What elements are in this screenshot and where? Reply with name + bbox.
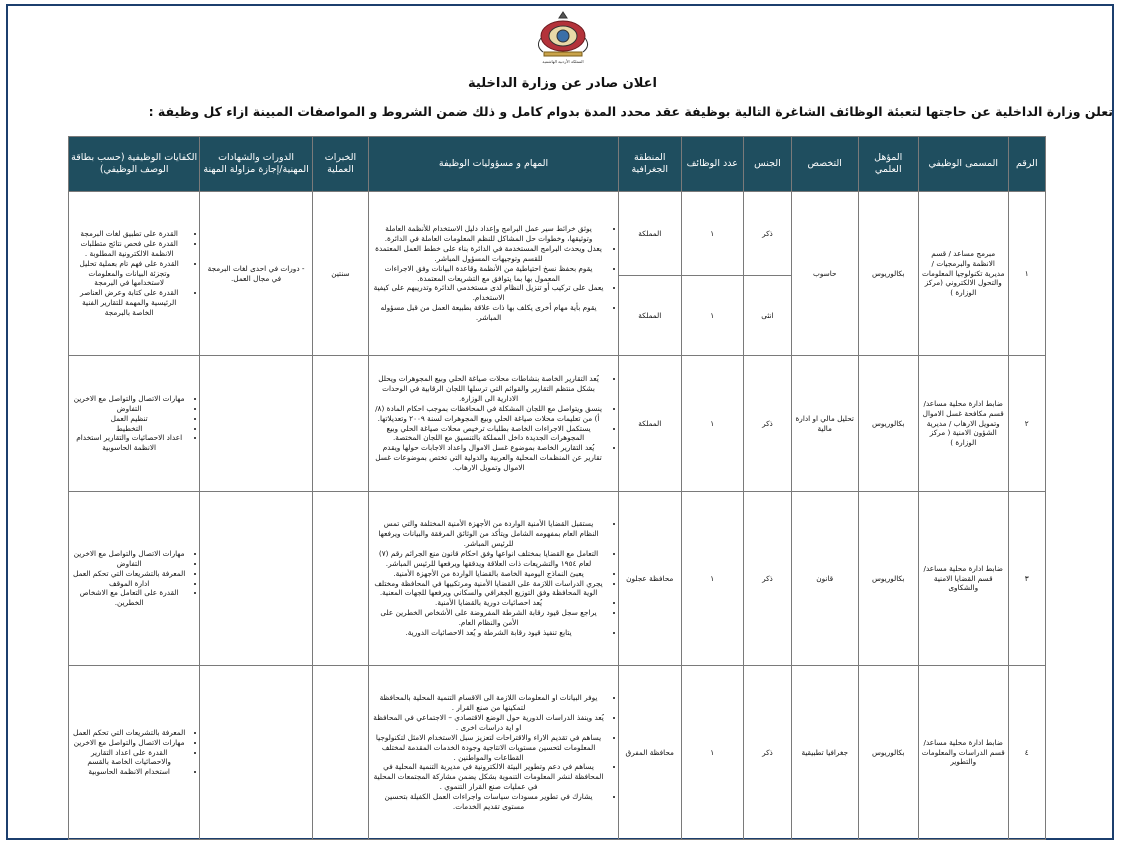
list-item: • القدرة على كتابة وعرض العناصر الرئيسية والمهمة للتقارير الفنية الخاصة بالبرمجة — [73, 288, 185, 318]
header-job-title: المسمى الوظيفي — [918, 137, 1008, 192]
list-item: • اعداد الاحصائيات والتقارير استخدام الانظمة الحاسوبية — [73, 433, 185, 453]
header-vacancies: عدد الوظائف — [681, 137, 743, 192]
cell-gender: انثى — [743, 276, 791, 356]
list-item: • المعرفة بالتشريعات التي تحكم العمل — [73, 569, 185, 579]
header-qualification: المؤهل العلمي — [858, 137, 918, 192]
cell-tasks — [369, 192, 619, 356]
cell-region: المملكة — [619, 356, 681, 492]
list-item: • استخدام الانظمة الحاسوبية — [73, 767, 185, 777]
cell-gender: ذكر — [743, 192, 791, 276]
list-item: • يستقبل القضايا الأمنية الواردة من الأجهزة الأمنية المختلفة والتي تمس النظام العام بمفهومه الشامل ويتأكد من الوثائق المرفقة والبيانات ويرفعها للرئيس المباشر. — [373, 519, 604, 549]
cell-qualification: بكالوريوس — [858, 192, 918, 356]
cell-number: ٤ — [1008, 666, 1045, 840]
list-item: • يشارك في تطوير مسودات سياسات واجراءات العمل الكفيلة بتحسين مستوى تقديم الخدمات. — [373, 792, 604, 812]
table-row — [69, 666, 1046, 840]
list-item: • مهارات الاتصال والتواصل مع الاخرين — [73, 738, 185, 748]
list-item: • القدرة على فهم تام بعملية تحليل وتجزئة البيانات والمعلومات لاستخدامها في البرمجة — [73, 259, 185, 289]
cell-vacancies: ١ — [681, 666, 743, 840]
intro-paragraph: تعلن وزارة الداخلية عن حاجتها لتعبئة الوظائف الشاغرة التالية بوظيفة عقد محدد المدة بدوام كامل و ذلك ضمن الشروط و المواصفات المبينة ازاء كل وظيفة : — [148, 104, 1113, 119]
list-item: • يتابع تنفيذ قيود رقابة الشرطة و يُعد الاحصائيات الدورية. — [373, 628, 604, 638]
header-specialization: التخصص — [791, 137, 858, 192]
cell-number: ١ — [1008, 192, 1045, 356]
cell-competencies — [69, 192, 200, 356]
list-item: • يُعد التقارير الخاصة بنشاطات محلات صياغة الحلي وبيع المجوهرات ويحلل بشكل منتظم التقارير والقوائم التي ترسلها اللجان الرقابية في الوحدات الادارية الى الوزارة. — [373, 374, 604, 404]
page-title: اعلان صادر عن وزارة الداخلية — [468, 76, 657, 91]
cell-courses — [200, 356, 312, 492]
list-item: • يُعد وينفذ الدراسات الدورية حول الوضع الاقتصادي – الاجتماعي في المحافظة او اية دراسات اخرى . — [373, 713, 604, 733]
list-item: • يراجع سجل قيود رقابة الشرطة المفروضة على الأشخاص الخطرين على الأمن والنظام العام. — [373, 608, 604, 628]
header-experience: الخبرات العملية — [312, 137, 368, 192]
cell-experience — [312, 666, 368, 840]
cell-specialization: تحليل مالي او ادارة مالية — [791, 356, 858, 492]
list-item: • يقوم بحفظ نسخ احتياطية من الأنظمة وقاعدة البيانات وفق الاجراءات المعمول بها بما يتوافق مع التشريعات المعتمدة. — [373, 264, 604, 284]
cell-gender: ذكر — [743, 356, 791, 492]
list-item: • القدرة على فحص نتائج متطلبات الانظمة الالكترونية المطلوبة . — [73, 239, 185, 259]
cell-region: محافظة عجلون — [619, 492, 681, 666]
list-item: • التفاوض — [73, 404, 185, 414]
emblem-caption: المملكة الأردنية الهاشمية — [542, 59, 584, 64]
cell-qualification: بكالوريوس — [858, 666, 918, 840]
list-item: • يُعد احصائيات دورية بالقضايا الأمنية. — [373, 598, 604, 608]
list-item: • يعمل على تركيب أو تنزيل النظام لدى مستخدمي الدائرة وتدريبهم على كيفية الاستخدام. — [373, 283, 604, 303]
cell-courses — [200, 666, 312, 840]
cell-experience — [312, 356, 368, 492]
list-item: • يعبئ النماذج اليومية الخاصة بالقضايا الواردة من الأجهزة الأمنية. — [373, 569, 604, 579]
cell-vacancies: ١ — [681, 192, 743, 276]
cell-region: المملكة — [619, 192, 681, 276]
cell-specialization: قانون — [791, 492, 858, 666]
cell-number: ٢ — [1008, 356, 1045, 492]
cell-tasks — [369, 666, 619, 840]
header-competencies: الكفايات الوظيفية (حسب بطاقة الوصف الوظيفي) — [69, 137, 200, 192]
header-gender: الجنس — [743, 137, 791, 192]
list-item: • يُعد التقارير الخاصة بموضوع غسل الاموال واعداد الاجابات حولها ويقدم تقارير عن المنظمات المحلية والعربية والدولية التي تختص بموضوعات غسل الاموال وتمويل الارهاب. — [373, 443, 604, 473]
cell-specialization: حاسوب — [791, 192, 858, 356]
cell-competencies — [69, 356, 200, 492]
list-item: • يوفر البيانات او المعلومات اللازمة الى الاقسام التنمية المحلية بالمحافظة لتمكينها من صنع القرار . — [373, 693, 604, 713]
cell-courses — [200, 492, 312, 666]
table-row — [69, 492, 1046, 666]
cell-gender: ذكر — [743, 666, 791, 840]
table-row — [69, 356, 1046, 492]
cell-vacancies: ١ — [681, 356, 743, 492]
cell-region: محافظة المفرق — [619, 666, 681, 840]
cell-gender: ذكر — [743, 492, 791, 666]
cell-qualification: بكالوريوس — [858, 356, 918, 492]
cell-vacancies: ١ — [681, 492, 743, 666]
list-item: • التفاوض — [73, 559, 185, 569]
header-tasks: المهام و مسؤوليات الوظيفة — [369, 137, 619, 192]
jobs-table — [68, 136, 1046, 840]
list-item: • المعرفة بالتشريعات التي تحكم العمل — [73, 728, 185, 738]
list-item: • يستكمل الاجراءات الخاصة بطلبات ترخيص محلات صياغة الحلي وبيع المجوهرات الجديدة داخل المملكة بالتنسيق مع اللجان المختصة. — [373, 424, 604, 444]
cell-specialization: جغرافيا تطبيقية — [791, 666, 858, 840]
list-item: • القدرة على اعداد التقارير والاحصائيات الخاصة بالقسم — [73, 748, 185, 768]
cell-tasks — [369, 492, 619, 666]
cell-job-title: ضابط ادارة محلية مساعد/ قسم مكافحة غسل الاموال وتمويل الارهاب / مديرية الشؤون الامنية ( مركز الوزارة ) — [918, 356, 1008, 492]
list-item: • القدرة على التعامل مع الاشخاص الخطرين. — [73, 588, 185, 608]
table-row — [69, 192, 1046, 276]
list-item: • القدرة على تطبيق لغات البرمجة — [73, 229, 185, 239]
header-number: الرقم — [1008, 137, 1045, 192]
list-item: • مهارات الاتصال والتواصل مع الاخرين — [73, 394, 185, 404]
list-item: • تنظيم العمل — [73, 414, 185, 424]
list-item: • يساهم في تقديم الاراء والاقتراحات لتعزيز سبل الاستخدام الامثل لتكنولوجيا المعلومات لتحسين مستويات الانتاجية وجودة الخدمات المقدمة لمختلف القطاعات والمواطنين . — [373, 733, 604, 763]
list-item: • التخطيط — [73, 424, 185, 434]
cell-experience — [312, 492, 368, 666]
list-item: • يساهم في دعم وتطوير البيئة الالكترونية في مديرية التنمية المحلية في المحافظة لنشر المعلومات التنموية بشكل يضمن مشاركة المجتمعات المحلية في عمليات صنع القرار التنموي . — [373, 762, 604, 792]
cell-experience: سنتين — [312, 192, 368, 356]
list-item: • التعامل مع القضايا بمختلف انواعها وفق احكام قانون منع الجرائم رقم (٧) لعام ١٩٥٤ والتشريعات ذات العلاقة ويدققها ويرفعها للرئيس المباشر. — [373, 549, 604, 569]
cell-job-title: مبرمج مساعد / قسم الانظمة والبرمجيات / مديرية تكنولوجيا المعلومات والتحول الالكتروني (مركز الوزارة ) — [918, 192, 1008, 356]
list-item: • ادارة الموقف — [73, 579, 185, 589]
cell-qualification: بكالوريوس — [858, 492, 918, 666]
header-courses: الدورات والشهادات المهنية/إجازة مزاولة المهنة — [200, 137, 312, 192]
list-item: • يعدل ويحدث البرامج المستخدمة في الدائرة بناء على خطط العمل المعتمدة للقسم وتوجيهات المسؤول المباشر. — [373, 244, 604, 264]
list-item: • يقوم بأية مهام أخرى يكلف بها ذات علاقة بطبيعة العمل من قبل مسؤوله المباشر. — [373, 303, 604, 323]
cell-courses: - دورات في احدى لغات البرمجة في مجال العمل. — [200, 192, 312, 356]
cell-competencies — [69, 666, 200, 840]
header-region: المنطقة الجغرافية — [619, 137, 681, 192]
cell-tasks — [369, 356, 619, 492]
cell-region: المملكة — [619, 276, 681, 356]
table-header-row — [69, 137, 1046, 192]
cell-competencies — [69, 492, 200, 666]
cell-number: ٣ — [1008, 492, 1045, 666]
list-item: • ينسق ويتواصل مع اللجان المشكلة في المحافظات بموجب احكام المادة (٨/أ) من تعليمات محلات صياغة الحلي وبيع المجوهرات لسنة ٢٠٠٩ وتعديلاتها. — [373, 404, 604, 424]
cell-job-title: ضابط ادارة محلية مساعد/ قسم القضايا الامنية والشكاوى — [918, 492, 1008, 666]
jordan-emblem-icon — [530, 8, 596, 64]
list-item: • مهارات الاتصال والتواصل مع الاخرين — [73, 549, 185, 559]
list-item: • يوثق خرائط سير عمل البرامج وإعداد دليل الاستخدام للأنظمة العاملة وتوثيقها، وخطوات حل المشاكل للنظم المعلومات العاملة في الدائرة. — [373, 224, 604, 244]
cell-job-title: ضابط ادارة محلية مساعد/ قسم الدراسات والمعلومات والتطوير — [918, 666, 1008, 840]
list-item: • يجري الدراسات اللازمة على القضايا الأمنية ومرتكبيها في المحافظة ومختلف الوية المحافظة وفق التوزيع الجغرافي والسكاني ويرفعها للجهات المعنية. — [373, 579, 604, 599]
cell-vacancies: ١ — [681, 276, 743, 356]
